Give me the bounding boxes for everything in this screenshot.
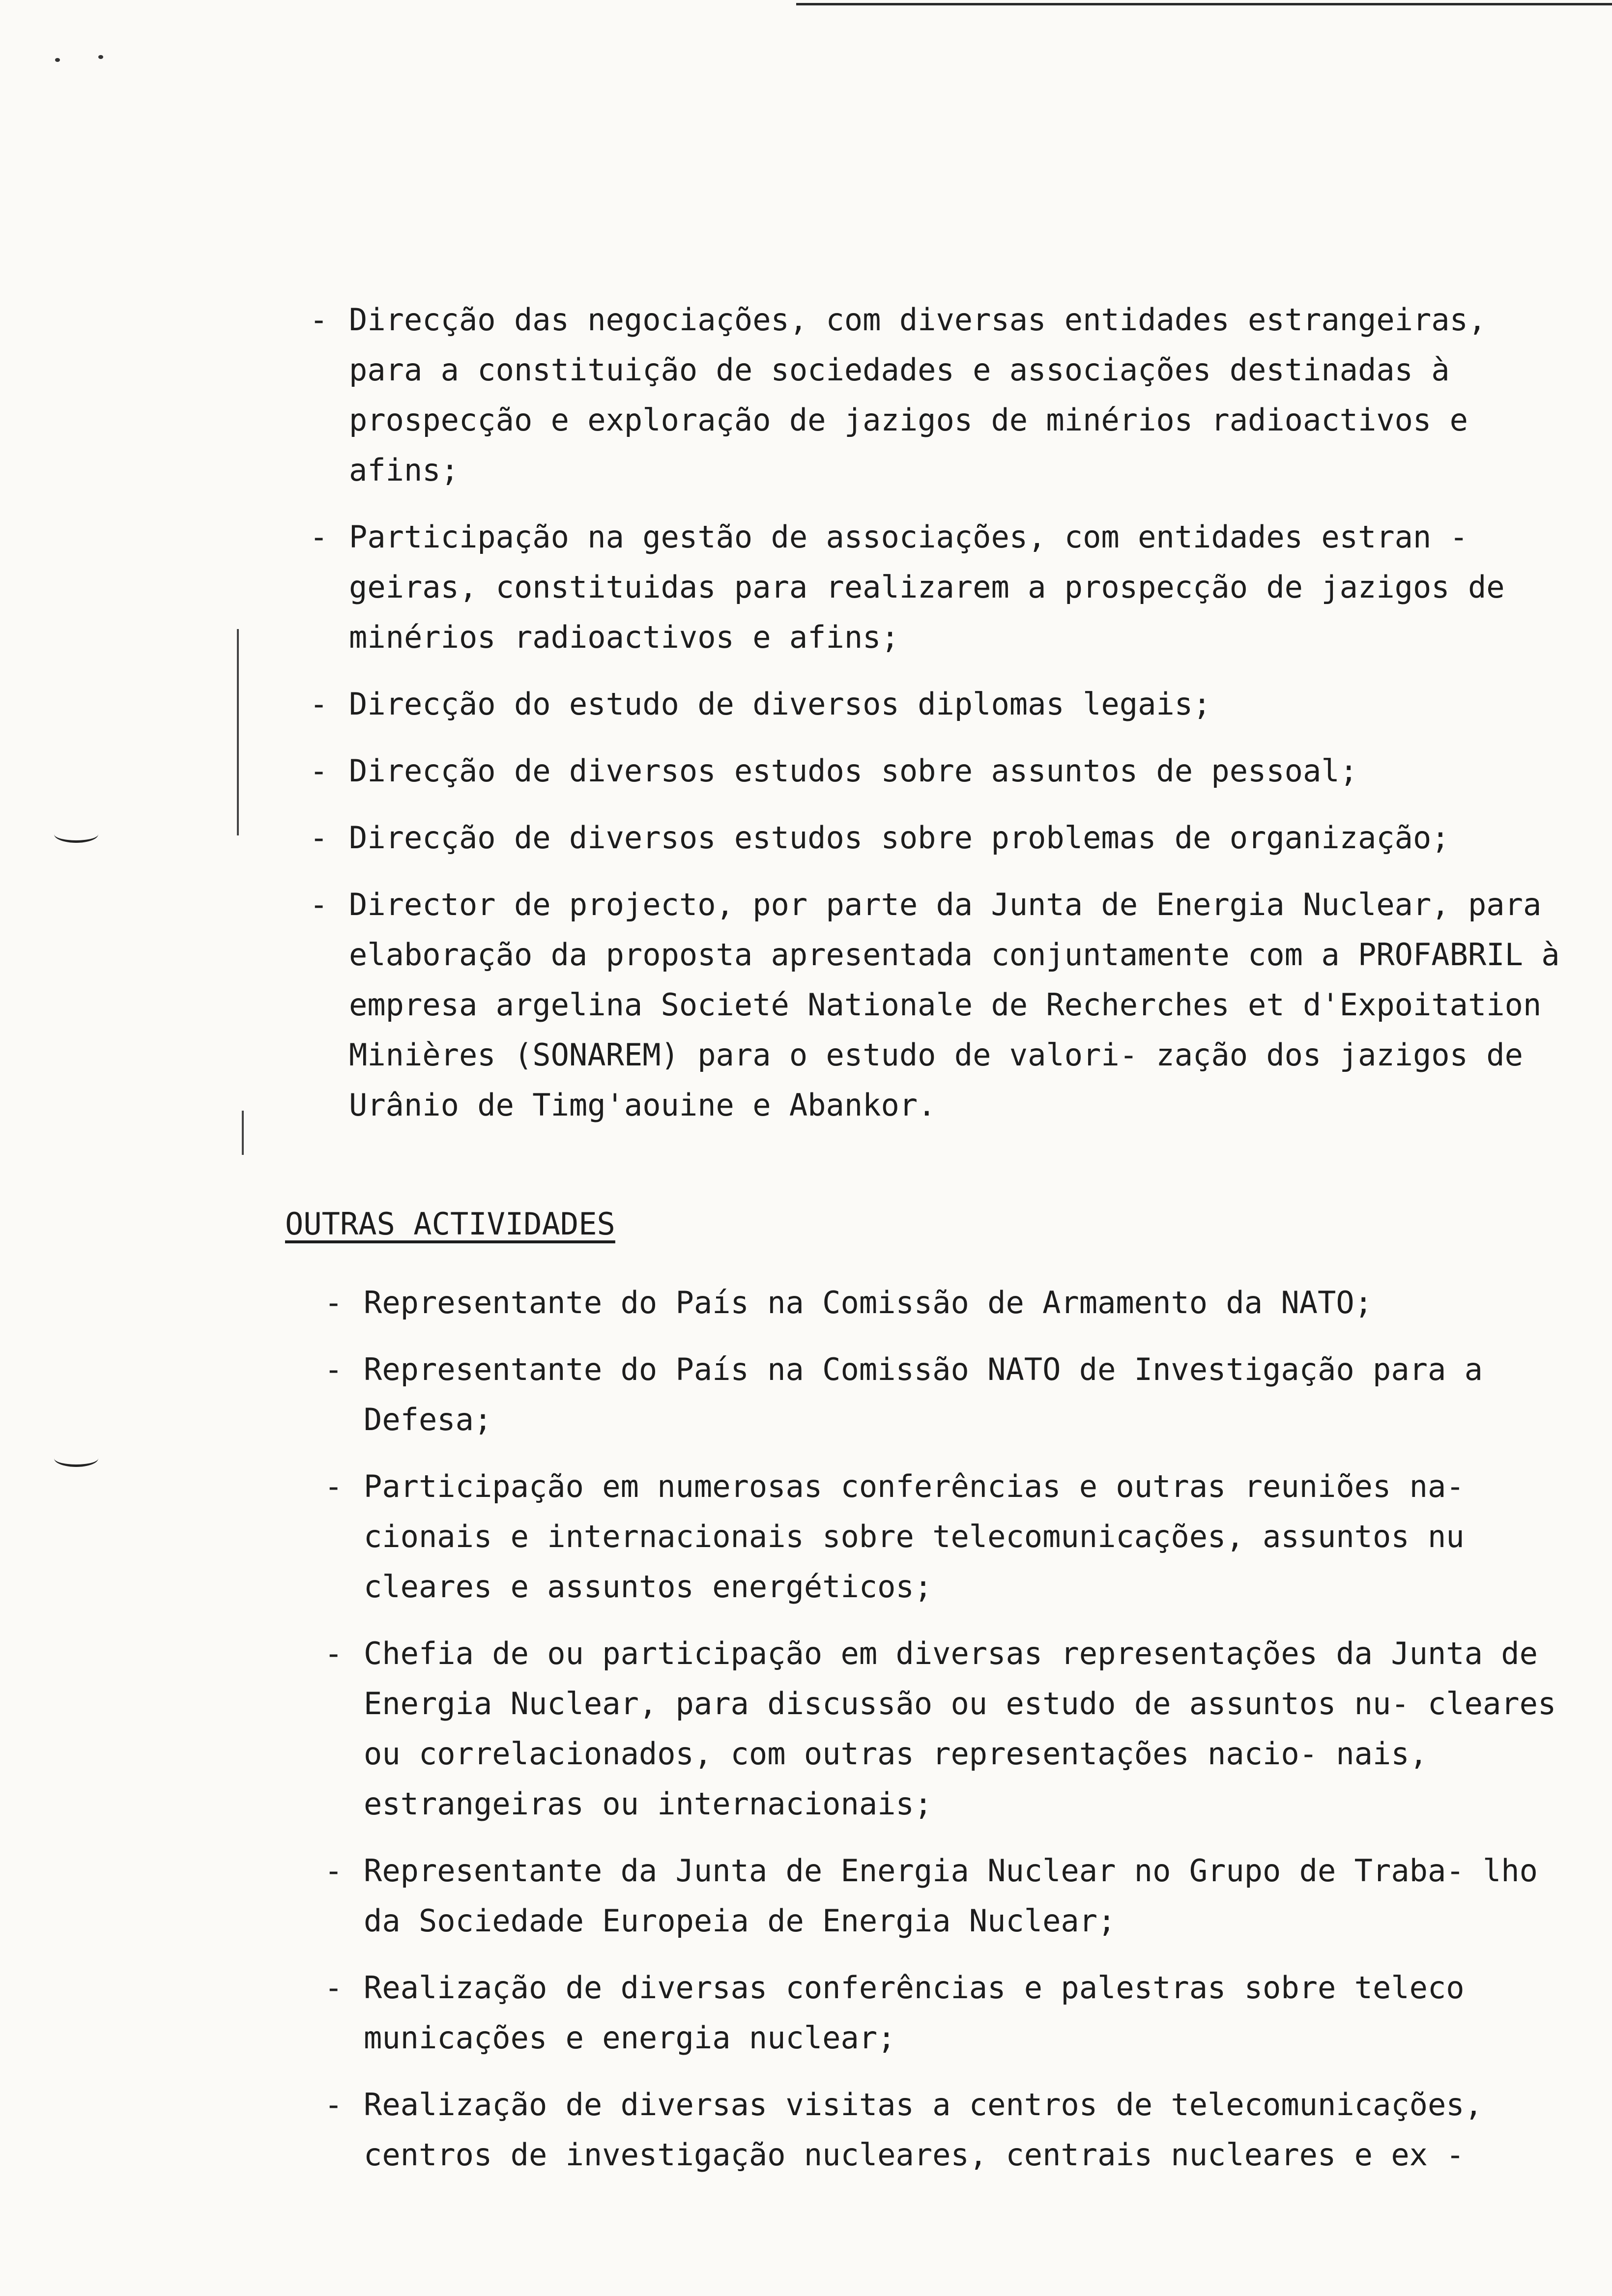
section-heading: OUTRAS ACTIVIDADES (285, 1206, 615, 1242)
list-item: - Direcção das negociações, com diversas entidades estrangeiras, para a constituição de sociedades e associações destinadas à prospecção e exploração de jazigos de minérios radioactivos e afins; (310, 295, 1568, 495)
list-item: - Direcção do estudo de diversos diplomas legais; (310, 679, 1568, 729)
activities-list (310, 295, 1568, 1147)
list-item: - Director de projecto, por parte da Junta de Energia Nuclear, para elaboração da proposta apresentada conjuntamente com a PROFABRIL à empresa argelina Societé Nationale de Recherches et d'Expoitation Minières (SONAREM) para o estudo de valori- zação dos jazigos de Urânio de Timg'aouine e Abankor. (310, 880, 1568, 1130)
list-item: - Representante da Junta de Energia Nuclear no Grupo de Traba- lho da Sociedade Europeia de Energia Nuclear; (324, 1846, 1583, 1946)
top-rule (796, 3, 1612, 5)
list-item: - Realização de diversas conferências e palestras sobre teleco municações e energia nuclear; (324, 1963, 1583, 2063)
list-item: - Direcção de diversos estudos sobre problemas de organização; (310, 813, 1568, 863)
list-item: - Participação em numerosas conferências e outras reuniões na- cionais e internacionais sobre telecomunicações, assuntos nu cleares e assuntos energéticos; (324, 1462, 1583, 1612)
scan-speck (98, 55, 103, 59)
list-item: - Realização de diversas visitas a centros de telecomunicações, centros de investigação nucleares, centrais nucleares e ex - (324, 2080, 1583, 2180)
punch-hole-mark (54, 1450, 98, 1467)
list-item: - Participação na gestão de associações, com entidades estran - geiras, constituidas para realizarem a prospecção de jazigos de minérios radioactivos e afins; (310, 512, 1568, 662)
list-item: - Representante do País na Comissão NATO de Investigação para a Defesa; (324, 1345, 1583, 1445)
margin-line (242, 1111, 244, 1155)
punch-hole-mark (54, 826, 98, 843)
margin-line (237, 629, 239, 835)
list-item: - Chefia de ou participação em diversas representações da Junta de Energia Nuclear, para discussão ou estudo de assuntos nu- cleares ou correlacionados, com outras representações nacio- nais, estrangeiras ou internacionais; (324, 1629, 1583, 1829)
scan-speck (55, 58, 60, 62)
list-item: - Representante do País na Comissão de Armamento da NATO; (324, 1278, 1583, 1328)
list-item: - Direcção de diversos estudos sobre assuntos de pessoal; (310, 746, 1568, 796)
other-activities-list (324, 1278, 1583, 2197)
